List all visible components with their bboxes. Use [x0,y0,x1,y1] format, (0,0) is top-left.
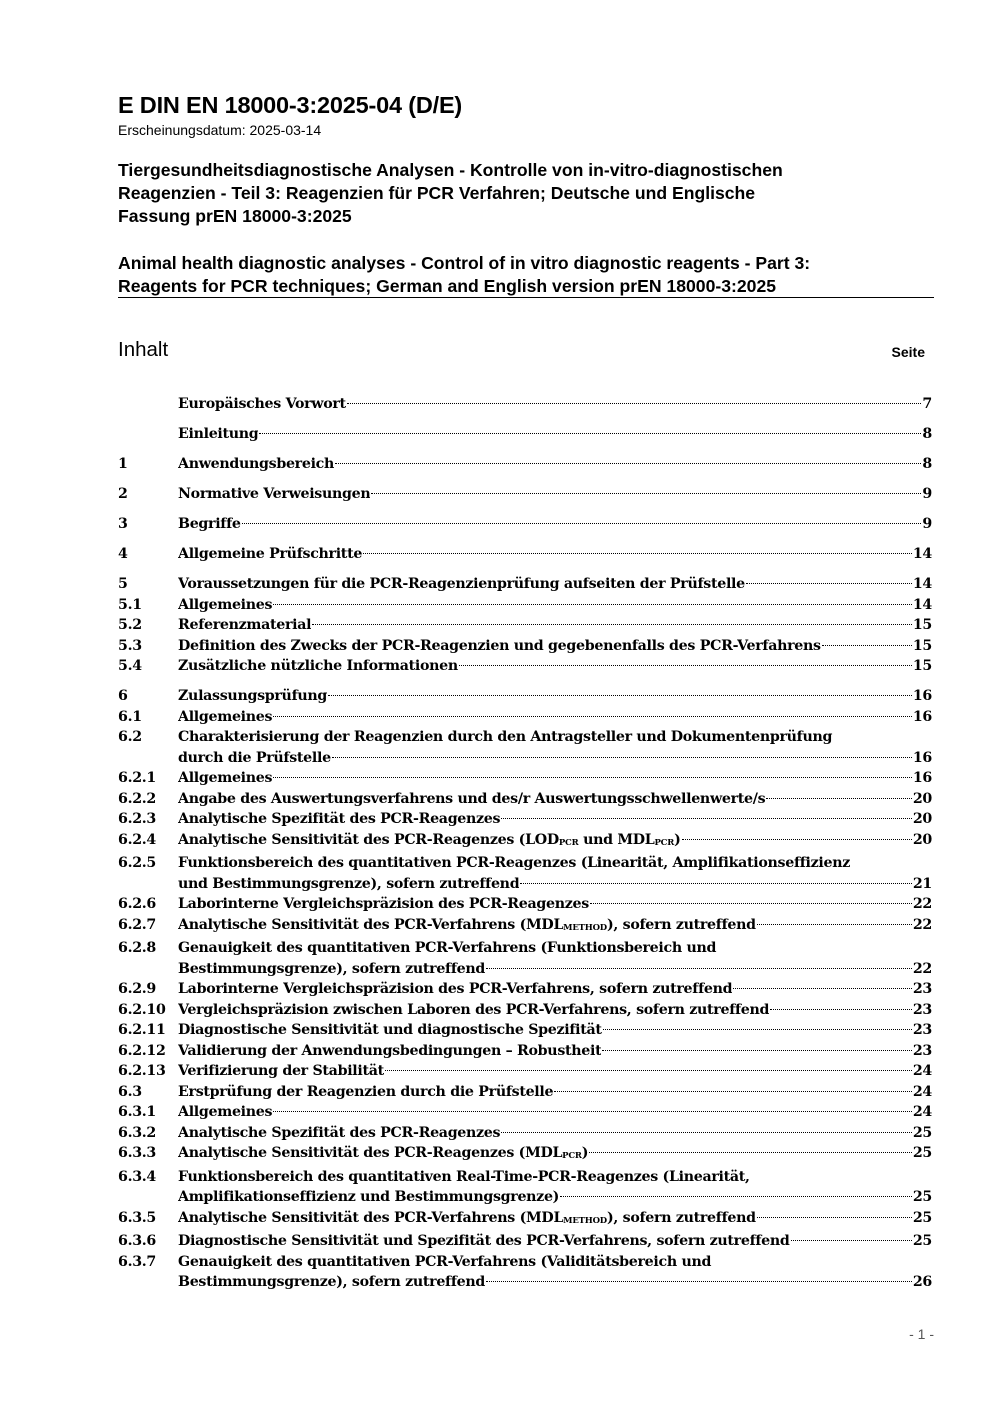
toc-entry-number: 6.2.5 [118,855,156,871]
toc-entry[interactable] [118,1082,932,1103]
toc-entry-page: 20 [912,831,932,848]
toc-dot-leader [602,1050,912,1051]
toc-entry[interactable] [118,514,932,535]
toc-entry[interactable] [118,1000,932,1021]
toc-entry-page: 16 [912,749,932,766]
toc-entry-title: Allgemeines [178,596,273,613]
toc-entry-title: Analytische Spezifität des PCR-Reagenzes [178,811,501,827]
toc-entry-page: 14 [912,576,932,592]
toc-entry[interactable] [118,424,932,445]
toc-entry-title: Definition des Zwecks der PCR-Reagenzien und gegebenenfalls des PCR-Verfahrens [178,637,821,654]
toc-entry[interactable] [118,394,932,415]
toc-entry-title: Voraussetzungen für die PCR-Reagenzienprüfung aufseiten der Prüfstelle [178,576,745,592]
toc-entry[interactable] [118,1041,932,1062]
toc-entry-title: Vergleichspräzision zwischen Laboren des PCR-Verfahrens, sofern zutreffend [178,1001,770,1018]
toc-entry-number: 6.2.8 [118,940,156,956]
toc-dot-leader [733,988,912,989]
toc-entry-number: 6.2.2 [118,790,156,807]
toc-entry-page: 22 [912,960,932,977]
toc-entry-number: 6.3.2 [118,1124,156,1141]
toc-dot-leader [312,624,912,625]
toc-entry-title: Laborinterne Vergleichspräzision des PCR-Reagenzes [178,896,589,912]
toc-entry-number: 6.2.13 [118,1063,166,1079]
toc-entry[interactable] [118,615,932,636]
toc-entry-number: 6.2.4 [118,831,156,848]
toc-entry[interactable] [118,656,932,677]
toc-entry-number: 6.2.7 [118,916,156,933]
toc-entry-title: Erstprüfung der Reagenzien durch die Prüfstelle [178,1083,554,1100]
toc-entry[interactable] [118,727,932,768]
toc-entry-page: 23 [912,1001,932,1018]
toc-dot-leader [757,924,912,925]
toc-entry-title: Analytische Sensitivität des PCR-Reagenzes $(MDL_{PCR})$ [178,1145,589,1161]
toc-entry[interactable] [118,915,932,939]
toc-entry[interactable] [118,686,932,707]
toc-entry[interactable] [118,979,932,1000]
toc-entry-number: 6.3.5 [118,1209,156,1226]
toc-entry[interactable] [118,789,932,810]
toc-entry[interactable] [118,1102,932,1123]
toc-entry-page: 16 [912,688,932,704]
toc-entry[interactable] [118,830,932,854]
title-german-line: Reagenzien - Teil 3: Reagenzien für PCR Verfahren; Deutsche und Englische [118,183,756,203]
toc-dot-leader [371,493,921,494]
toc-entry[interactable] [118,1061,932,1082]
toc-entry-number: 6.3.4 [118,1168,156,1185]
toc-heading: Inhalt [118,338,169,361]
toc-entry-page: 21 [912,875,932,892]
toc-dot-leader [603,1029,912,1030]
toc-entry-page: 24 [912,1104,932,1120]
toc-entry-number: 6.2.12 [118,1042,166,1059]
toc-entry-title: Europäisches Vorwort [178,396,346,412]
toc-entry-number: 3 [118,516,128,532]
toc-entry-title: Angabe des Auswertungsverfahrens und des/r Auswertungsschwellenwerte/s [178,790,766,807]
page-number: - 1 - [909,1326,934,1342]
toc-entry-title: Analytische Sensitivität des PCR-Reagenzes ($LOD_{PCR}$ und $MDL_{PCR}$) [178,831,681,848]
toc-entry-title: Allgemeines [178,708,273,725]
toc-dot-leader [486,968,912,969]
toc-entry-page: 15 [912,637,932,654]
toc-entry[interactable] [118,574,932,595]
toc-page-column-label: Seite [891,344,925,360]
toc-dot-leader [363,553,912,554]
toc-dot-leader [347,403,922,404]
toc-dot-leader [682,839,912,840]
toc-entry-page: 20 [912,811,932,827]
toc-entry-page: 25 [912,1209,932,1226]
toc-entry[interactable] [118,768,932,789]
toc-entry-title: Einleitung [178,426,259,442]
toc-entry-page: 16 [912,708,932,725]
toc-entry-title: Analytische Spezifität des PCR-Reagenzes [178,1124,501,1141]
toc-dot-leader [328,695,912,696]
toc-entry[interactable] [118,1208,932,1232]
toc-dot-leader [501,818,912,819]
toc-entry-page: 25 [912,1124,932,1141]
toc-dot-leader [273,1111,912,1112]
toc-entry-title: Funktionsbereich des quantitativen PCR-Reagenzes (Linearität, Amplifikationseffizienz [178,855,850,871]
toc-entry-page: 25 [912,1145,932,1161]
title-german-line: Fassung prEN 18000-3:2025 [118,206,352,226]
title-german-line: Tiergesundheitsdiagnostische Analysen - Kontrolle von in-vitro-diagnostischen [118,160,783,180]
table-of-contents [118,394,932,1293]
toc-dot-leader [520,883,912,884]
toc-entry-title: Bestimmungsgrenze), sofern zutreffend [178,1274,486,1290]
toc-entry-title: Analytische Sensitivität des PCR-Verfahrens $(MDL_{METHOD})$, sofern zutreffend [178,1209,756,1226]
toc-entry-number: 6.3.7 [118,1253,156,1270]
toc-entry-number: 4 [118,546,128,562]
toc-entry-page: 25 [912,1189,932,1205]
toc-dot-leader [757,1217,912,1218]
toc-entry-title: und Bestimmungsgrenze), sofern zutreffend [178,875,520,892]
toc-entry-title: Laborinterne Vergleichspräzision des PCR-Verfahrens, sofern zutreffend [178,981,733,997]
toc-entry-title: durch die Prüfstelle [178,749,331,766]
toc-dot-leader [560,1196,912,1197]
toc-entry-number: 6.2.11 [118,1022,166,1038]
toc-entry[interactable] [118,484,932,505]
toc-entry[interactable] [118,1167,932,1208]
toc-entry-title: Genauigkeit des quantitativen PCR-Verfahrens (Funktionsbereich und [178,940,717,956]
toc-entry-title: Funktionsbereich des quantitativen Real-Time-PCR-Reagenzes (Linearität, [178,1168,750,1185]
toc-entry-number: 6.2.6 [118,896,156,912]
toc-dot-leader [589,1152,912,1153]
toc-entry-title: Bestimmungsgrenze), sofern zutreffend [178,960,486,977]
toc-entry-title: Verifizierung der Stabilität [178,1063,384,1079]
toc-entry-title: Analytische Sensitivität des PCR-Verfahrens $(MDL_{METHOD})$, sofern zutreffend [178,916,756,933]
toc-entry-page: 23 [912,1022,932,1038]
toc-entry-number: 6.3.6 [118,1233,156,1249]
toc-dot-leader [501,1132,912,1133]
toc-entry-page: 15 [912,617,932,633]
toc-entry-page: 24 [912,1063,932,1079]
toc-dot-leader [554,1091,912,1092]
toc-entry-number: 6 [118,688,128,704]
toc-entry-number: 6.3 [118,1083,142,1100]
title-english [118,252,934,298]
title-english-line: Reagents for PCR techniques; German and English version prEN 18000-3:2025 [118,276,777,296]
toc-dot-leader [746,583,912,584]
toc-entry-page: 8 [922,456,932,472]
title-german [118,159,918,228]
toc-entry-page: 15 [912,658,932,674]
publication-date: Erscheinungsdatum: 2025-03-14 [118,122,322,138]
toc-entry-page: 23 [912,1042,932,1059]
toc-entry-page: 9 [922,516,932,532]
toc-entry-title: Anwendungsbereich [178,456,335,472]
toc-entry[interactable] [118,853,932,894]
toc-entry-number: 6.2.9 [118,981,156,997]
toc-entry-page: 14 [912,546,932,562]
toc-entry-number: 5.4 [118,658,142,674]
toc-dot-leader [385,1070,912,1071]
toc-entry-page: 8 [922,426,932,442]
toc-entry-title: Allgemeines [178,1104,273,1120]
toc-entry-title: Begriffe [178,516,241,532]
toc-entry-number: 6.3.1 [118,1104,156,1120]
toc-entry-page: 14 [912,596,932,613]
toc-entry[interactable] [118,636,932,657]
toc-dot-leader [242,523,922,524]
toc-entry[interactable] [118,1231,932,1252]
toc-entry[interactable] [118,1252,932,1293]
toc-entry[interactable] [118,454,932,475]
toc-dot-leader [332,757,912,758]
toc-entry-page: 24 [912,1083,932,1100]
toc-dot-leader [770,1009,912,1010]
toc-entry-title: Diagnostische Sensitivität und diagnostische Spezifität [178,1022,602,1038]
toc-entry[interactable] [118,544,932,565]
document-id: E DIN EN 18000-3:2025-04 (D/E) [118,92,463,118]
toc-entry-page: 20 [912,790,932,807]
toc-dot-leader [273,716,912,717]
toc-entry-page: 22 [912,896,932,912]
toc-entry-number: 6.2.3 [118,811,156,827]
toc-dot-leader [766,798,912,799]
toc-entry-page: 25 [912,1233,932,1249]
toc-entry[interactable] [118,1020,932,1041]
toc-entry-page: 23 [912,981,932,997]
toc-entry-title: Diagnostische Sensitivität und Spezifität des PCR-Verfahrens, sofern zutreffend [178,1233,790,1249]
toc-entry-title: Allgemeines [178,770,273,786]
toc-entry-number: 5 [118,576,128,592]
toc-entry-number: 5.2 [118,617,142,633]
title-divider [118,297,934,298]
toc-entry-number: 6.3.3 [118,1145,156,1161]
toc-entry-title: Charakterisierung der Reagenzien durch den Antragsteller und Dokumentenprüfung [178,729,833,745]
toc-dot-leader [259,433,921,434]
toc-entry-number: 5.1 [118,596,142,613]
toc-entry[interactable] [118,595,932,616]
toc-dot-leader [822,645,912,646]
toc-dot-leader [791,1240,912,1241]
toc-entry-title: Genauigkeit des quantitativen PCR-Verfahrens (Validitätsbereich und [178,1253,712,1270]
toc-entry-number: 6.2 [118,729,142,745]
toc-entry-page: 9 [922,486,932,502]
toc-entry-number: 5.3 [118,637,142,654]
toc-entry-number: 1 [118,456,128,472]
toc-entry[interactable] [118,894,932,915]
toc-dot-leader [273,777,912,778]
toc-entry-number: 6.2.10 [118,1001,166,1018]
toc-entry[interactable] [118,1143,932,1167]
toc-entry[interactable] [118,938,932,979]
toc-entry-number [118,394,178,415]
toc-entry-title: Allgemeine Prüfschritte [178,546,363,562]
toc-entry-page: 26 [912,1274,932,1290]
toc-entry-number: 2 [118,486,128,502]
toc-dot-leader [459,665,912,666]
toc-entry-number: 6.1 [118,708,142,725]
toc-entry-title: Referenzmaterial [178,617,312,633]
toc-entry-title: Zusätzliche nützliche Informationen [178,658,458,674]
toc-entry-page: 16 [912,770,932,786]
toc-entry-title: Zulassungsprüfung [178,688,328,704]
toc-entry-page: 22 [912,916,932,933]
toc-entry[interactable] [118,707,932,728]
toc-entry-title: Amplifikationseffizienz und Bestimmungsgrenze) [178,1189,560,1205]
toc-entry[interactable] [118,809,932,830]
toc-dot-leader [335,463,921,464]
toc-dot-leader [590,903,912,904]
toc-entry-number [118,424,178,445]
toc-entry-number: 6.2.1 [118,770,156,786]
toc-entry-title: Validierung der Anwendungsbedingungen – Robustheit [178,1042,602,1059]
toc-entry[interactable] [118,1123,932,1144]
title-english-line: Animal health diagnostic analyses - Control of in vitro diagnostic reagents - Part 3: [118,253,811,273]
toc-dot-leader [486,1281,912,1282]
toc-dot-leader [273,604,912,605]
toc-entry-title: Normative Verweisungen [178,486,371,502]
toc-entry-page: 7 [922,396,932,412]
